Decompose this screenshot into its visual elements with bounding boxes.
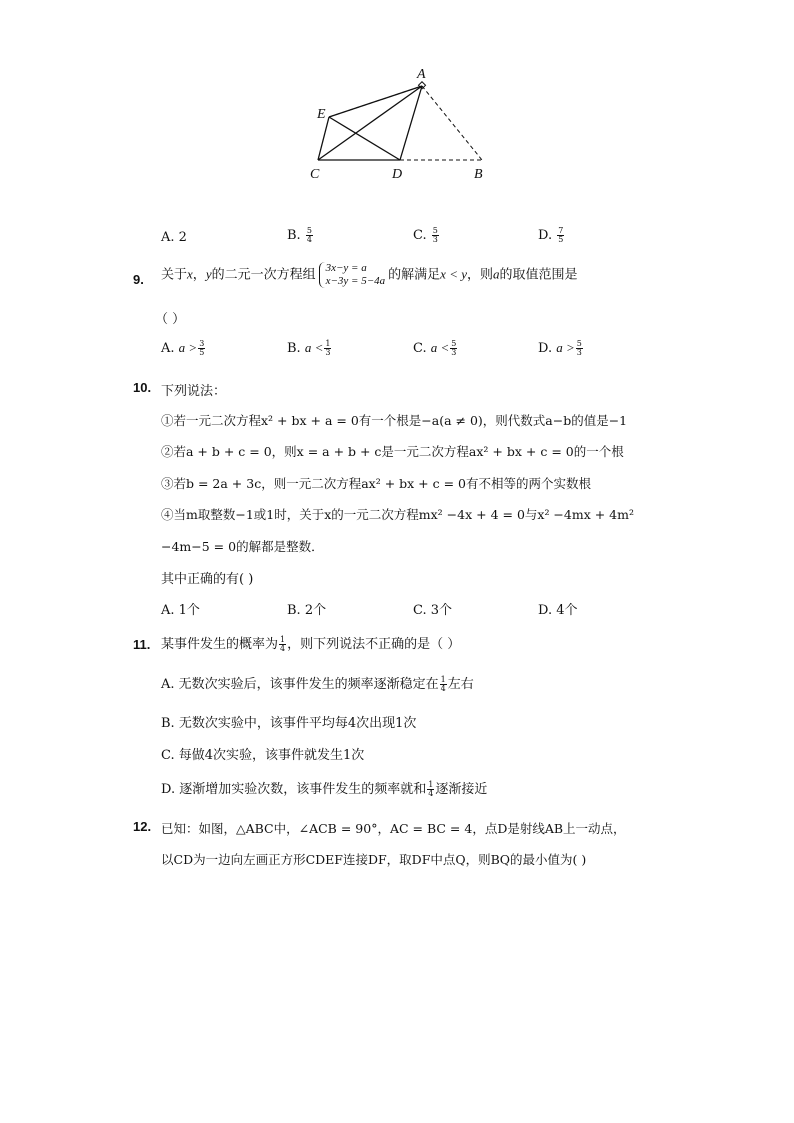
q11-option-d-post: 逐渐接近 bbox=[435, 782, 488, 797]
q9-option-c-label: C. bbox=[413, 341, 431, 356]
q9-option-b-expr: a < bbox=[304, 340, 324, 355]
q8-option-c-label: C. bbox=[413, 228, 431, 243]
q10-statement-4a: ④当m取整数−1或1时，关于x的一元二次方程mx² −4x + 4 = 0与x² −4mx + 4m² bbox=[161, 507, 634, 522]
segment-AD bbox=[400, 86, 422, 160]
q9-option-c-expr: a < bbox=[430, 340, 450, 355]
q9-eq1: 3x−y = a bbox=[325, 262, 367, 274]
q11-stem-denominator: 4 bbox=[280, 644, 286, 653]
q10-ask: 其中正确的有( ) bbox=[161, 572, 254, 587]
q9-var-y: y bbox=[205, 266, 212, 282]
q9-condition: x < y bbox=[440, 266, 467, 282]
q11-option-b: B. 无数次实验中，该事件平均每4次出现1次 bbox=[161, 716, 417, 731]
q10-statement-3: ③若b = 2a + 3c，则一元二次方程ax² + bx + c = 0有不相等的两个实数根 bbox=[161, 476, 591, 491]
label-C: C bbox=[310, 167, 320, 182]
q10-option-a: A. 1个 bbox=[161, 603, 200, 618]
q11-option-a-fraction bbox=[440, 676, 447, 693]
q8-option-a: A. 2 bbox=[161, 230, 187, 245]
q8-option-b bbox=[287, 227, 314, 244]
segment-CA bbox=[318, 86, 422, 160]
q9-b-denominator: 3 bbox=[325, 348, 331, 357]
q10-title: 下列说法： bbox=[161, 384, 227, 399]
q11-a-numerator: 1 bbox=[440, 675, 446, 684]
segment-ED bbox=[329, 117, 400, 160]
q8-d-numerator: 7 bbox=[558, 226, 564, 235]
q9-post2: ，则 bbox=[466, 267, 493, 283]
q9-option-d-expr: a > bbox=[556, 340, 575, 355]
q9-pre: 关于 bbox=[161, 267, 188, 283]
q10-statement-4b: −4m−5 = 0的解都是整数． bbox=[161, 539, 324, 554]
q11-stem-post: ，则下列说法不正确的是（ ） bbox=[287, 637, 461, 652]
q9-option-a-label: A. bbox=[161, 341, 179, 356]
q9-a-denominator: 5 bbox=[199, 348, 205, 357]
q11-stem-numerator: 1 bbox=[280, 635, 286, 644]
q10-option-c: C. 3个 bbox=[413, 603, 453, 618]
q9-paren: （ ） bbox=[155, 312, 186, 327]
q11-a-denominator: 4 bbox=[440, 684, 446, 693]
q9-option-b-label: B. bbox=[287, 341, 305, 356]
q9-number: 9. bbox=[133, 272, 144, 287]
q8-c-denominator: 3 bbox=[432, 235, 438, 244]
q8-b-numerator: 5 bbox=[306, 226, 312, 235]
q9-var-a: a bbox=[493, 266, 500, 282]
q11-option-d bbox=[161, 778, 487, 798]
q9-equation-system bbox=[319, 262, 386, 288]
q9-c-numerator: 5 bbox=[451, 339, 457, 348]
q11-stem-fraction bbox=[279, 636, 286, 653]
q11-number: 11. bbox=[133, 637, 151, 652]
q9-option-c bbox=[413, 340, 458, 357]
q9-post1: 的解满足 bbox=[388, 267, 441, 283]
q11-stem bbox=[161, 633, 460, 653]
dashed-segment-AB bbox=[422, 86, 482, 160]
q8-option-d-label: D. bbox=[538, 228, 557, 243]
q11-option-a bbox=[161, 673, 474, 693]
q8-option-c bbox=[413, 227, 440, 244]
q9-eq2: x−3y = 5−4a bbox=[325, 275, 386, 287]
q11-option-a-pre: A. 无数次实验后，该事件发生的频率逐渐稳定在 bbox=[161, 677, 439, 692]
q9-option-a bbox=[161, 340, 206, 357]
label-D: D bbox=[392, 167, 403, 182]
q9-option-c-fraction bbox=[450, 340, 457, 357]
q10-option-b: B. 2个 bbox=[287, 603, 327, 618]
q8-option-b-label: B. bbox=[287, 228, 305, 243]
q11-option-d-fraction bbox=[427, 781, 434, 798]
q9-a-numerator: 3 bbox=[199, 339, 205, 348]
q9-option-a-fraction bbox=[198, 340, 205, 357]
q8-option-b-fraction bbox=[306, 227, 313, 244]
q11-option-c: C. 每做4次实验，该事件就发生1次 bbox=[161, 748, 365, 763]
label-A: A bbox=[417, 67, 426, 82]
q10-statement-1: ①若一元二次方程x² + bx + a = 0有一个根是−a(a ≠ 0)，则代数式a−b的值是−1 bbox=[161, 413, 628, 428]
q8-option-d-fraction bbox=[557, 227, 564, 244]
q9-option-b bbox=[287, 340, 332, 357]
q10-statement-2: ②若a + b + c = 0，则x = a + b + c是一元二次方程ax² + bx + c = 0的一个根 bbox=[161, 444, 624, 459]
q10-option-d: D. 4个 bbox=[538, 603, 578, 618]
q12-line-1: 已知：如图，△ABC中，∠ACB = 90°，AC = BC = 4，点D是射线AB上一动点， bbox=[161, 821, 626, 836]
q12-number: 12. bbox=[133, 819, 152, 834]
label-B: B bbox=[474, 167, 483, 182]
q9-option-d-fraction bbox=[576, 340, 583, 357]
q9-d-numerator: 5 bbox=[576, 339, 582, 348]
q9-d-denominator: 3 bbox=[576, 348, 582, 357]
q9-option-a-expr: a > bbox=[178, 340, 198, 355]
q8-d-denominator: 5 bbox=[558, 235, 564, 244]
q9-mid: 的二元一次方程组 bbox=[211, 267, 316, 283]
q8-option-c-fraction bbox=[432, 227, 439, 244]
q9-option-d bbox=[538, 340, 584, 357]
q9-sep: ， bbox=[192, 267, 206, 283]
q8-c-numerator: 5 bbox=[432, 226, 438, 235]
geometry-figure bbox=[300, 60, 500, 185]
q9-stem bbox=[161, 262, 578, 288]
q9-var-x: x bbox=[187, 266, 193, 282]
q11-d-denominator: 4 bbox=[428, 789, 434, 798]
q11-option-d-pre: D. 逐渐增加实验次数，该事件发生的频率就和 bbox=[161, 782, 427, 797]
q9-option-d-label: D. bbox=[538, 341, 557, 356]
q12-line-2: 以CD为一边向左画正方形CDEF连接DF，取DF中点Q，则BQ的最小值为( ) bbox=[161, 852, 587, 867]
q11-option-a-post: 左右 bbox=[447, 677, 474, 692]
q11-d-numerator: 1 bbox=[428, 780, 434, 789]
q9-option-b-fraction bbox=[324, 340, 331, 357]
q9-b-numerator: 1 bbox=[325, 339, 331, 348]
q8-b-denominator: 4 bbox=[306, 235, 312, 244]
q9-post3: 的取值范围是 bbox=[499, 267, 578, 283]
q9-c-denominator: 3 bbox=[451, 348, 457, 357]
q10-number: 10. bbox=[133, 380, 152, 395]
q8-option-d bbox=[538, 227, 565, 244]
label-E: E bbox=[317, 107, 326, 122]
q11-stem-pre: 某事件发生的概率为 bbox=[161, 637, 279, 652]
